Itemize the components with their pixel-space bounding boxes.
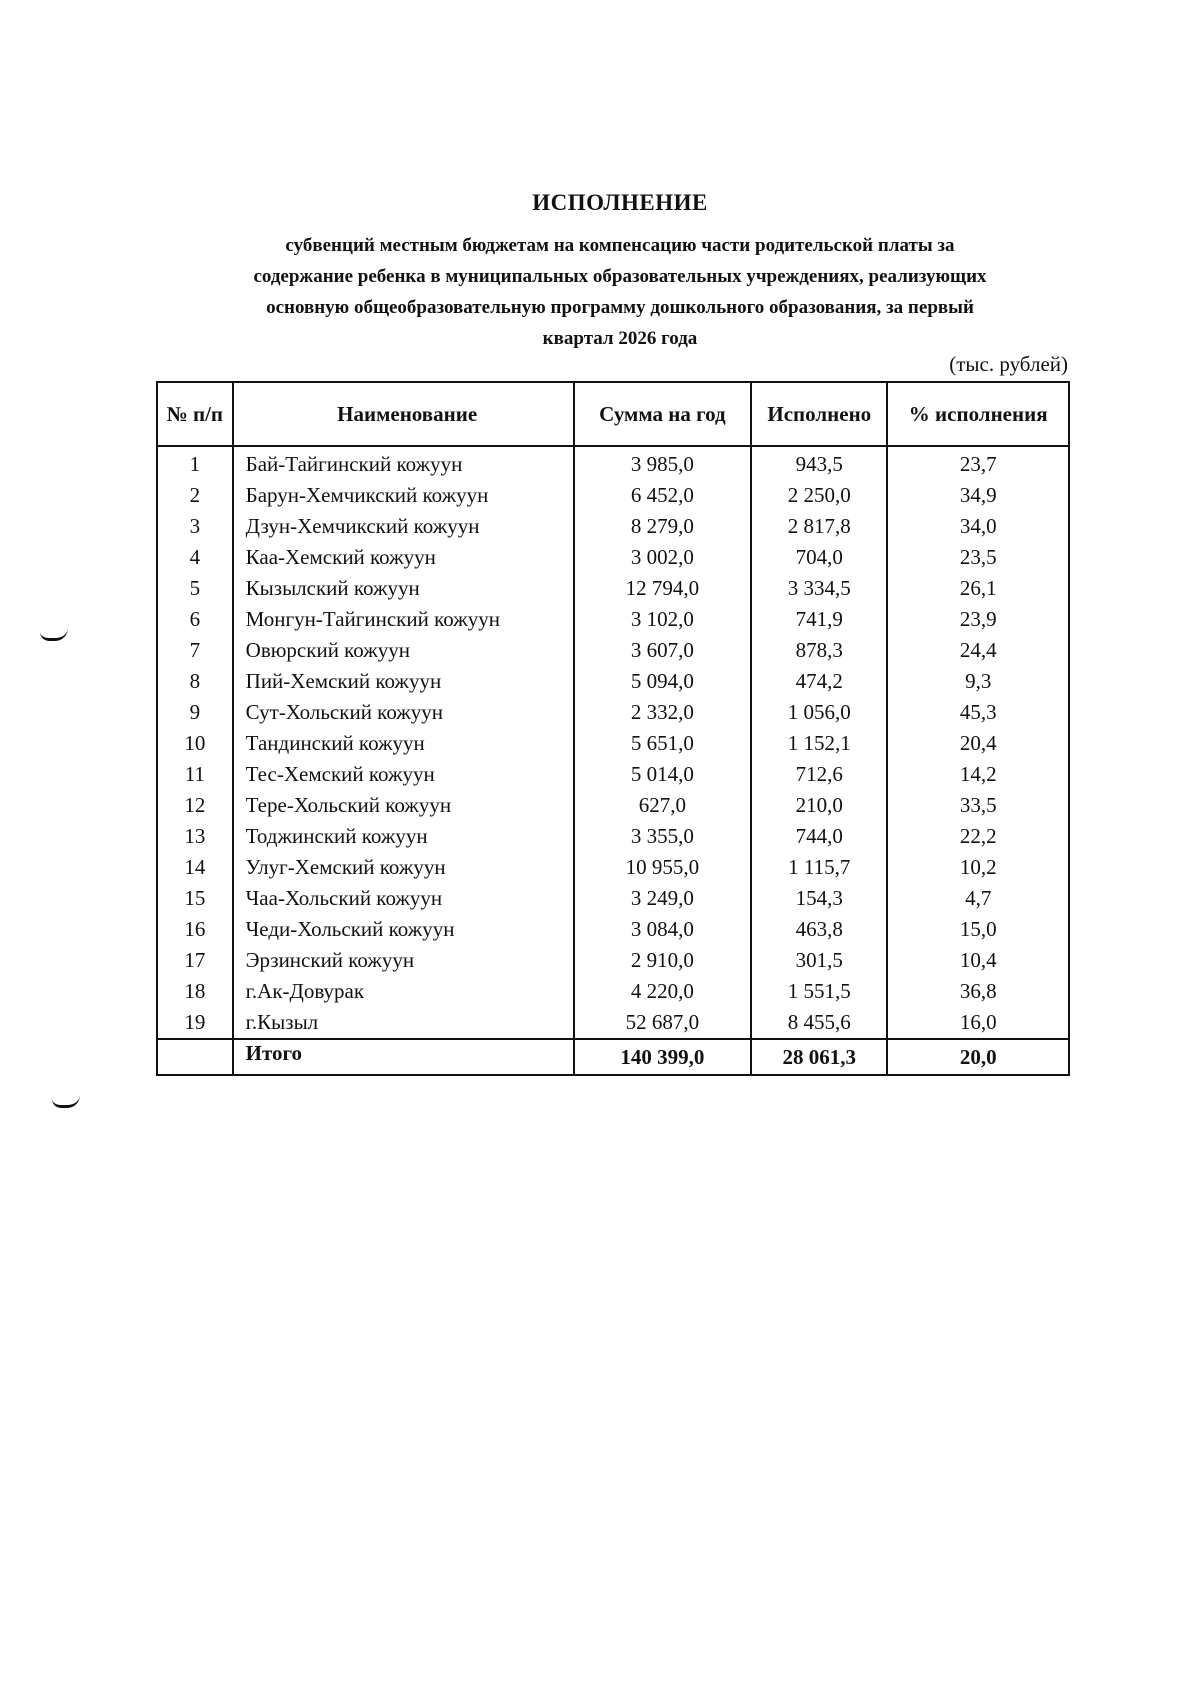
row-annual-sum: 5 014,0 bbox=[574, 759, 752, 790]
row-executed: 210,0 bbox=[751, 790, 887, 821]
row-executed: 8 455,6 bbox=[751, 1007, 887, 1039]
row-percent: 10,4 bbox=[887, 945, 1069, 976]
row-percent: 24,4 bbox=[887, 635, 1069, 666]
total-number-cell bbox=[157, 1039, 233, 1075]
table-row bbox=[157, 542, 1069, 573]
total-annual-sum: 140 399,0 bbox=[574, 1039, 752, 1075]
row-number: 9 bbox=[157, 697, 233, 728]
subtitle-line: квартал 2026 года bbox=[542, 328, 698, 349]
table-row bbox=[157, 635, 1069, 666]
row-executed: 474,2 bbox=[751, 666, 887, 697]
total-label: Итого bbox=[233, 1039, 574, 1075]
document-subtitle bbox=[170, 230, 1070, 354]
scan-mark bbox=[52, 1095, 80, 1108]
row-number: 8 bbox=[157, 666, 233, 697]
table-row bbox=[157, 945, 1069, 976]
document-title: ИСПОЛНЕНИЕ bbox=[532, 190, 708, 215]
row-number: 16 bbox=[157, 914, 233, 945]
row-percent: 22,2 bbox=[887, 821, 1069, 852]
table-row bbox=[157, 573, 1069, 604]
total-percent: 20,0 bbox=[887, 1039, 1069, 1075]
row-name: Тандинский кожуун bbox=[233, 728, 574, 759]
row-name: Пий-Хемский кожуун bbox=[233, 666, 574, 697]
table-row bbox=[157, 790, 1069, 821]
row-name: Тере-Хольский кожуун bbox=[233, 790, 574, 821]
row-annual-sum: 3 084,0 bbox=[574, 914, 752, 945]
row-number: 6 bbox=[157, 604, 233, 635]
scan-mark bbox=[40, 628, 68, 641]
row-percent: 34,9 bbox=[887, 480, 1069, 511]
table-body bbox=[157, 446, 1069, 1039]
row-name: Овюрский кожуун bbox=[233, 635, 574, 666]
row-number: 12 bbox=[157, 790, 233, 821]
row-executed: 741,9 bbox=[751, 604, 887, 635]
row-percent: 10,2 bbox=[887, 852, 1069, 883]
row-percent: 34,0 bbox=[887, 511, 1069, 542]
row-number: 11 bbox=[157, 759, 233, 790]
row-percent: 14,2 bbox=[887, 759, 1069, 790]
row-number: 5 bbox=[157, 573, 233, 604]
row-percent: 23,7 bbox=[887, 446, 1069, 480]
row-number: 18 bbox=[157, 976, 233, 1007]
row-percent: 16,0 bbox=[887, 1007, 1069, 1039]
row-name: Улуг-Хемский кожуун bbox=[233, 852, 574, 883]
row-annual-sum: 3 355,0 bbox=[574, 821, 752, 852]
row-percent: 4,7 bbox=[887, 883, 1069, 914]
row-executed: 154,3 bbox=[751, 883, 887, 914]
total-executed: 28 061,3 bbox=[751, 1039, 887, 1075]
execution-table bbox=[156, 381, 1070, 1076]
row-percent: 23,9 bbox=[887, 604, 1069, 635]
row-executed: 463,8 bbox=[751, 914, 887, 945]
row-annual-sum: 6 452,0 bbox=[574, 480, 752, 511]
row-annual-sum: 2 332,0 bbox=[574, 697, 752, 728]
row-annual-sum: 8 279,0 bbox=[574, 511, 752, 542]
row-executed: 878,3 bbox=[751, 635, 887, 666]
row-annual-sum: 3 102,0 bbox=[574, 604, 752, 635]
header-name: Наименование bbox=[233, 382, 574, 446]
row-annual-sum: 3 607,0 bbox=[574, 635, 752, 666]
table-row bbox=[157, 697, 1069, 728]
row-number: 3 bbox=[157, 511, 233, 542]
row-number: 2 bbox=[157, 480, 233, 511]
row-percent: 45,3 bbox=[887, 697, 1069, 728]
row-annual-sum: 3 985,0 bbox=[574, 446, 752, 480]
header-row bbox=[157, 382, 1069, 446]
header-executed: Исполнено bbox=[751, 382, 887, 446]
row-executed: 1 115,7 bbox=[751, 852, 887, 883]
row-name: Монгун-Тайгинский кожуун bbox=[233, 604, 574, 635]
table-row bbox=[157, 511, 1069, 542]
header-number: № п/п bbox=[157, 382, 233, 446]
table-row bbox=[157, 852, 1069, 883]
row-executed: 712,6 bbox=[751, 759, 887, 790]
row-percent: 9,3 bbox=[887, 666, 1069, 697]
row-name: Бай-Тайгинский кожуун bbox=[233, 446, 574, 480]
row-executed: 744,0 bbox=[751, 821, 887, 852]
row-number: 14 bbox=[157, 852, 233, 883]
row-name: Чаа-Хольский кожуун bbox=[233, 883, 574, 914]
row-annual-sum: 10 955,0 bbox=[574, 852, 752, 883]
row-executed: 1 056,0 bbox=[751, 697, 887, 728]
row-number: 10 bbox=[157, 728, 233, 759]
table-row bbox=[157, 604, 1069, 635]
row-executed: 1 551,5 bbox=[751, 976, 887, 1007]
row-name: Чеди-Хольский кожуун bbox=[233, 914, 574, 945]
table-row bbox=[157, 883, 1069, 914]
row-name: Барун-Хемчикский кожуун bbox=[233, 480, 574, 511]
header-annual-sum: Сумма на год bbox=[574, 382, 752, 446]
subtitle-line: содержание ребенка в муниципальных образовательных учреждениях, реализующих bbox=[253, 266, 987, 287]
subtitle-line: субвенций местным бюджетам на компенсацию части родительской платы за bbox=[285, 235, 955, 256]
row-annual-sum: 5 094,0 bbox=[574, 666, 752, 697]
row-percent: 20,4 bbox=[887, 728, 1069, 759]
row-percent: 33,5 bbox=[887, 790, 1069, 821]
row-executed: 1 152,1 bbox=[751, 728, 887, 759]
row-percent: 15,0 bbox=[887, 914, 1069, 945]
header-percent: % исполнения bbox=[887, 382, 1069, 446]
table-row bbox=[157, 976, 1069, 1007]
table-row bbox=[157, 446, 1069, 480]
row-annual-sum: 12 794,0 bbox=[574, 573, 752, 604]
row-name: г.Кызыл bbox=[233, 1007, 574, 1039]
table-row bbox=[157, 1007, 1069, 1039]
table-row bbox=[157, 666, 1069, 697]
table-row bbox=[157, 821, 1069, 852]
row-number: 4 bbox=[157, 542, 233, 573]
row-name: Эрзинский кожуун bbox=[233, 945, 574, 976]
row-name: Дзун-Хемчикский кожуун bbox=[233, 511, 574, 542]
row-percent: 23,5 bbox=[887, 542, 1069, 573]
row-name: г.Ак-Довурак bbox=[233, 976, 574, 1007]
table-row bbox=[157, 759, 1069, 790]
row-annual-sum: 52 687,0 bbox=[574, 1007, 752, 1039]
row-number: 1 bbox=[157, 446, 233, 480]
row-annual-sum: 5 651,0 bbox=[574, 728, 752, 759]
table-row bbox=[157, 914, 1069, 945]
row-name: Тес-Хемский кожуун bbox=[233, 759, 574, 790]
row-name: Кызылский кожуун bbox=[233, 573, 574, 604]
row-percent: 36,8 bbox=[887, 976, 1069, 1007]
row-name: Каа-Хемский кожуун bbox=[233, 542, 574, 573]
row-executed: 2 250,0 bbox=[751, 480, 887, 511]
subtitle-line: основную общеобразовательную программу дошкольного образования, за первый bbox=[266, 297, 974, 318]
row-executed: 943,5 bbox=[751, 446, 887, 480]
row-annual-sum: 627,0 bbox=[574, 790, 752, 821]
table-footer bbox=[157, 1039, 1069, 1075]
row-percent: 26,1 bbox=[887, 573, 1069, 604]
row-number: 17 bbox=[157, 945, 233, 976]
row-name: Сут-Хольский кожуун bbox=[233, 697, 574, 728]
row-executed: 3 334,5 bbox=[751, 573, 887, 604]
row-executed: 301,5 bbox=[751, 945, 887, 976]
row-number: 7 bbox=[157, 635, 233, 666]
table-header bbox=[157, 382, 1069, 446]
table-row bbox=[157, 728, 1069, 759]
total-row bbox=[157, 1039, 1069, 1075]
row-number: 15 bbox=[157, 883, 233, 914]
table-row bbox=[157, 480, 1069, 511]
row-annual-sum: 2 910,0 bbox=[574, 945, 752, 976]
row-executed: 704,0 bbox=[751, 542, 887, 573]
row-name: Тоджинский кожуун bbox=[233, 821, 574, 852]
units-label: (тыс. рублей) bbox=[949, 352, 1068, 376]
row-number: 19 bbox=[157, 1007, 233, 1039]
row-number: 13 bbox=[157, 821, 233, 852]
row-annual-sum: 3 249,0 bbox=[574, 883, 752, 914]
row-executed: 2 817,8 bbox=[751, 511, 887, 542]
row-annual-sum: 4 220,0 bbox=[574, 976, 752, 1007]
row-annual-sum: 3 002,0 bbox=[574, 542, 752, 573]
